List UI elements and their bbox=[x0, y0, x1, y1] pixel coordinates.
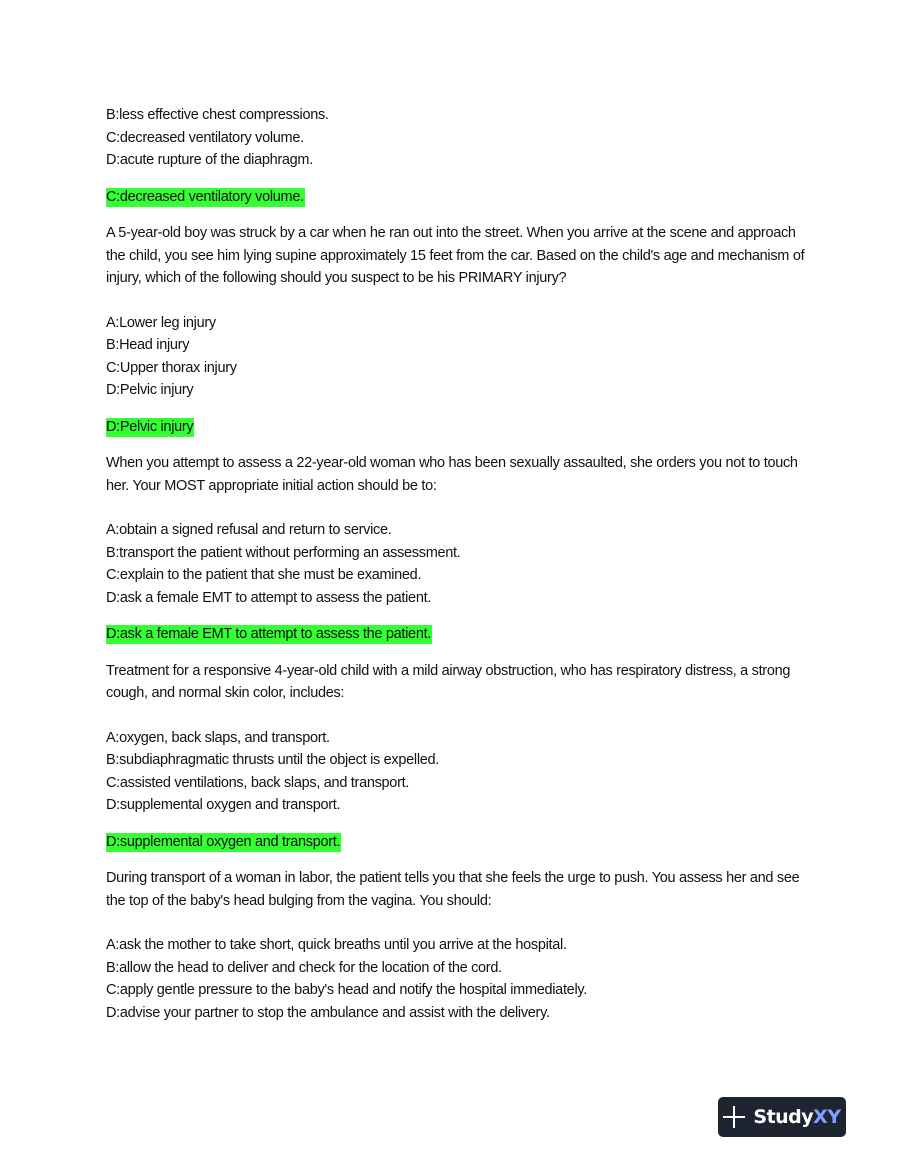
logo-text: StudyXY bbox=[753, 1106, 841, 1128]
option-c: C:assisted ventilations, back slaps, and transport. bbox=[106, 774, 410, 791]
highlighted-answer: D:supplemental oxygen and transport. bbox=[106, 833, 341, 850]
option-d: D:advise your partner to stop the ambulance and assist with the delivery. bbox=[106, 1004, 550, 1021]
option-d: D:ask a female EMT to attempt to assess the patient. bbox=[106, 589, 432, 606]
option-b: B:transport the patient without performing an assessment. bbox=[106, 544, 461, 561]
option-a: A:oxygen, back slaps, and transport. bbox=[106, 729, 330, 746]
option-b: B:subdiaphragmatic thrusts until the object is expelled. bbox=[106, 752, 440, 768]
option-c: C:apply gentle pressure to the baby's head and notify the hospital immediately. bbox=[106, 982, 587, 998]
option-b: B:allow the head to deliver and check for the location of the cord. bbox=[106, 959, 502, 976]
studyxy-logo bbox=[718, 1097, 846, 1137]
question-block-4 bbox=[106, 660, 806, 854]
option-a: A:obtain a signed refusal and return to service. bbox=[106, 522, 392, 538]
option-a: A:Lower leg injury bbox=[106, 314, 216, 331]
question-block-5 bbox=[106, 867, 806, 1024]
highlighted-answer: D:Pelvic injury bbox=[106, 418, 194, 435]
option-b: B:less effective chest compressions. bbox=[106, 107, 329, 123]
option-a: A:ask the mother to take short, quick breaths until you arrive at the hospital. bbox=[106, 937, 567, 953]
plus-icon bbox=[723, 1106, 745, 1128]
question-block-3 bbox=[106, 452, 806, 646]
option-b: B:Head injury bbox=[106, 337, 190, 353]
option-c: C:decreased ventilatory volume. bbox=[106, 129, 304, 146]
question-text: Treatment for a responsive 4-year-old child with a mild airway obstruction, who has respiratory distress, a strong cough, and normal skin color, includes: bbox=[106, 662, 791, 701]
option-d: D:Pelvic injury bbox=[106, 382, 194, 398]
question-block-2 bbox=[106, 222, 806, 438]
document-page bbox=[106, 104, 806, 1024]
option-d: D:supplemental oxygen and transport. bbox=[106, 797, 341, 813]
question-text: When you attempt to assess a 22-year-old woman who has been sexually assaulted, she orders you not to touch her. Your MOST appropriate initial action should be to: bbox=[106, 455, 798, 494]
highlighted-answer: D:ask a female EMT to attempt to assess the patient. bbox=[106, 626, 432, 642]
highlighted-answer: C:decreased ventilatory volume. bbox=[106, 188, 304, 205]
question-block-1 bbox=[106, 104, 806, 208]
option-c: C:explain to the patient that she must be examined. bbox=[106, 567, 422, 583]
question-text: A 5-year-old boy was struck by a car when he ran out into the street. When you arrive at the scene and approach the child, you see him lying supine approximately 15 feet from the car. Based on the child's age and mechanism of injury, which of the following should you suspect to be his PRIMARY injury? bbox=[106, 225, 805, 286]
option-d: D:acute rupture of the diaphragm. bbox=[106, 152, 313, 168]
question-text: During transport of a woman in labor, the patient tells you that she feels the urge to push. You assess her and see the top of the baby's head bulging from the vagina. You should: bbox=[106, 870, 800, 909]
option-c: C:Upper thorax injury bbox=[106, 359, 237, 376]
